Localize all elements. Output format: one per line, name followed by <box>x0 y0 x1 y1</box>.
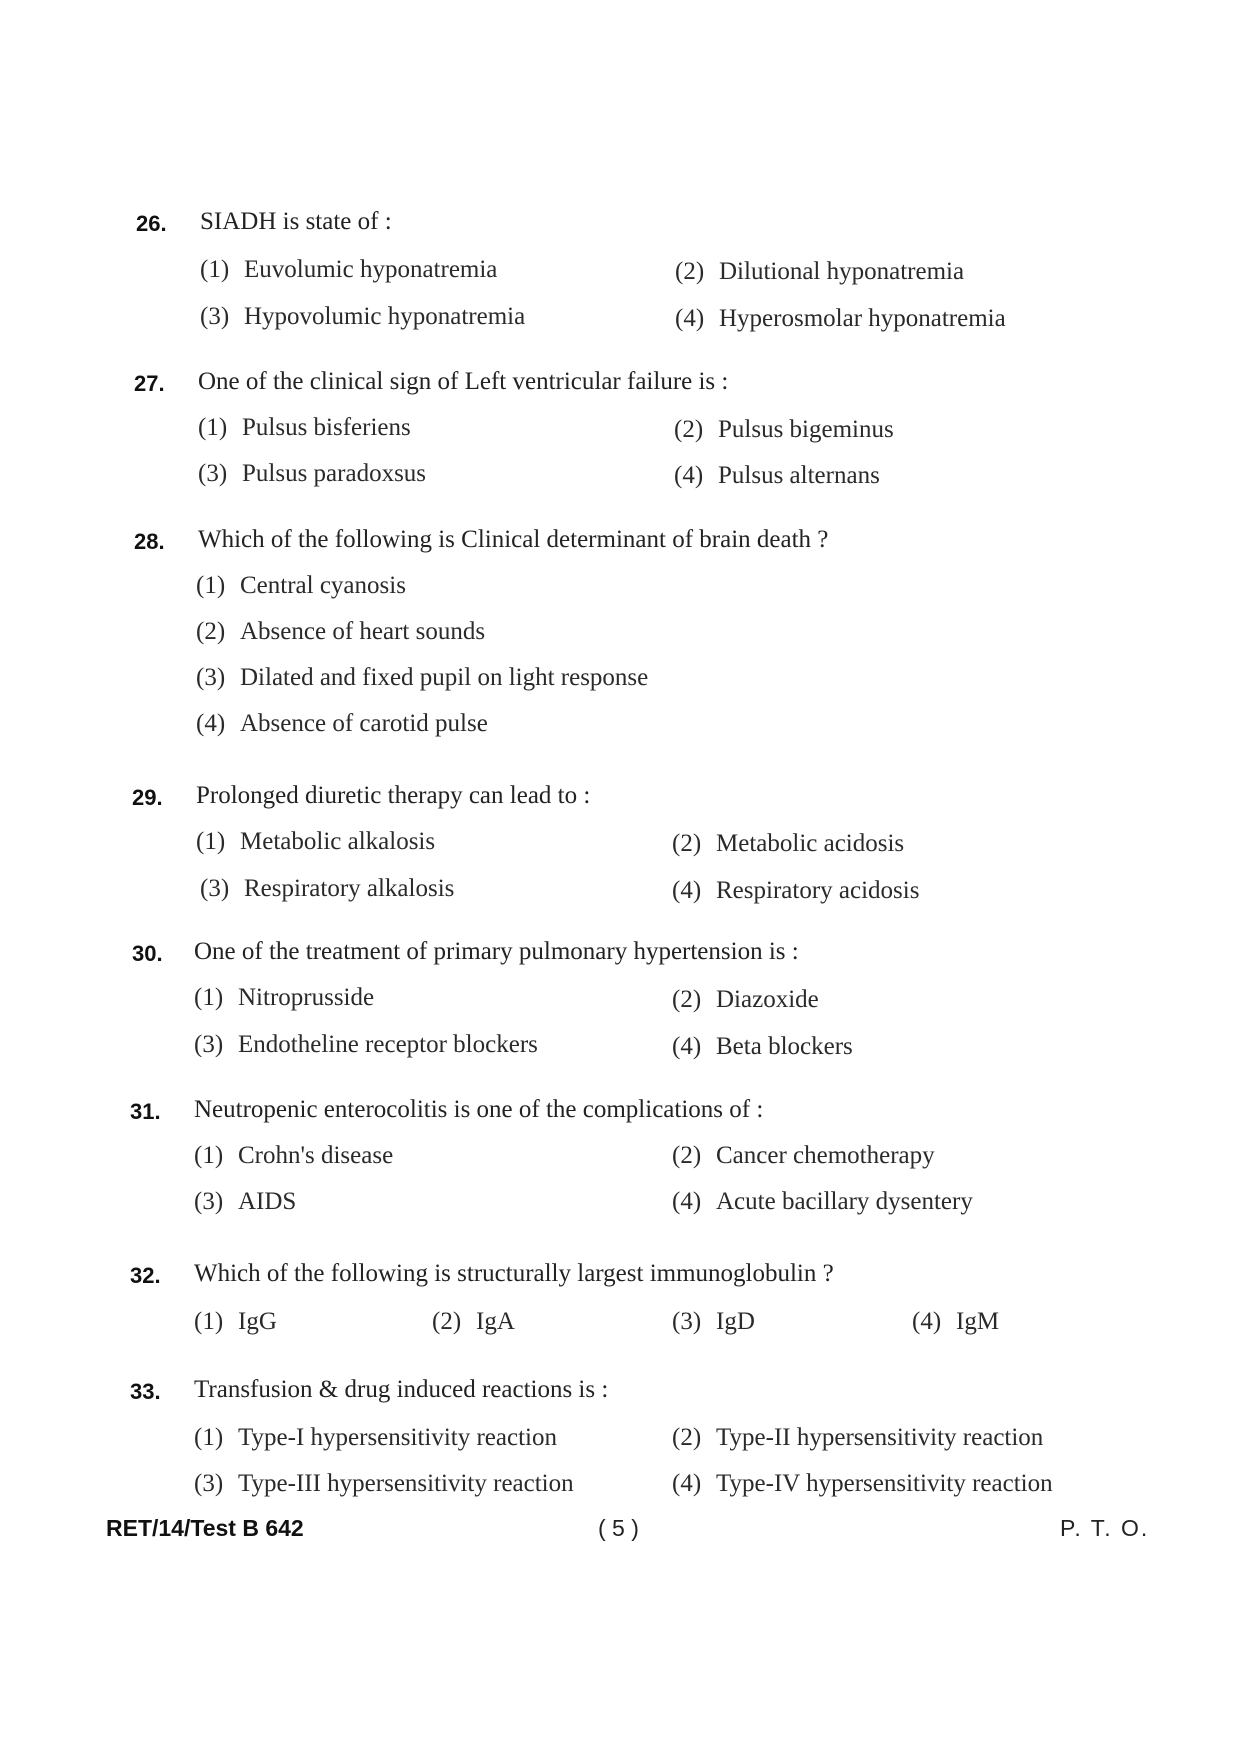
option-3: (3) IgD <box>672 1308 755 1335</box>
question-text: Transfusion & drug induced reactions is : <box>194 1376 609 1403</box>
option-3: (3) Hypovolumic hyponatremia <box>200 303 526 330</box>
option-2: (2) Diazoxide <box>672 986 819 1013</box>
option-3: (3) Dilated and fixed pupil on light response <box>196 664 649 691</box>
option-2: (2) Cancer chemotherapy <box>672 1142 935 1169</box>
question-text: Neutropenic enterocolitis is one of the complications of : <box>194 1096 764 1123</box>
question-number: 29. <box>132 785 163 810</box>
option-2: (2) Type-II hypersensitivity reaction <box>672 1424 1044 1451</box>
option-4: (4) Hyperosmolar hyponatremia <box>675 305 1006 332</box>
option-2: (2) Absence of heart sounds <box>196 618 486 645</box>
question-text: One of the treatment of primary pulmonary hypertension is : <box>194 938 799 965</box>
test-code: RET/14/Test B 642 <box>106 1515 304 1541</box>
option-1: (1) Nitroprusside <box>194 984 375 1011</box>
option-1: (1) Central cyanosis <box>196 572 406 599</box>
question-number: 30. <box>132 941 163 966</box>
option-2: (2) IgA <box>432 1308 515 1335</box>
option-2: (2) Pulsus bigeminus <box>674 416 894 443</box>
option-3: (3) Respiratory alkalosis <box>200 875 455 902</box>
question-number: 27. <box>134 371 165 396</box>
option-1: (1) Metabolic alkalosis <box>196 828 436 855</box>
pto-label: P. T. O. <box>1060 1515 1150 1541</box>
question-text: Which of the following is Clinical determinant of brain death ? <box>198 526 829 553</box>
question-number: 33. <box>130 1379 161 1404</box>
option-4: (4) Type-IV hypersensitivity reaction <box>672 1470 1053 1497</box>
option-4: (4) Beta blockers <box>672 1033 853 1060</box>
option-4: (4) IgM <box>912 1308 1000 1335</box>
option-1: (1) Crohn's disease <box>194 1142 394 1169</box>
question-number: 28. <box>134 529 165 554</box>
option-2: (2) Dilutional hyponatremia <box>675 258 965 285</box>
option-3: (3) Type-III hypersensitivity reaction <box>194 1470 574 1497</box>
question-number: 31. <box>130 1099 161 1124</box>
option-4: (4) Respiratory acidosis <box>672 877 920 904</box>
question-text: SIADH is state of : <box>200 208 392 235</box>
option-3: (3) Endotheline receptor blockers <box>194 1031 538 1058</box>
page-number: ( 5 ) <box>598 1515 639 1541</box>
question-number: 32. <box>130 1263 161 1288</box>
question-text: One of the clinical sign of Left ventricular failure is : <box>198 368 729 395</box>
option-3: (3) AIDS <box>194 1188 297 1215</box>
question-text: Which of the following is structurally largest immunoglobulin ? <box>194 1260 834 1287</box>
option-4: (4) Absence of carotid pulse <box>196 710 488 737</box>
option-1: (1) Euvolumic hyponatremia <box>200 256 498 283</box>
option-4: (4) Pulsus alternans <box>674 462 880 489</box>
option-1: (1) IgG <box>194 1308 277 1335</box>
question-number: 26. <box>136 211 167 236</box>
option-1: (1) Type-I hypersensitivity reaction <box>194 1424 557 1451</box>
option-4: (4) Acute bacillary dysentery <box>672 1188 973 1215</box>
option-1: (1) Pulsus bisferiens <box>198 414 411 441</box>
option-2: (2) Metabolic acidosis <box>672 830 905 857</box>
question-text: Prolonged diuretic therapy can lead to : <box>196 782 591 809</box>
option-3: (3) Pulsus paradoxsus <box>198 460 427 487</box>
